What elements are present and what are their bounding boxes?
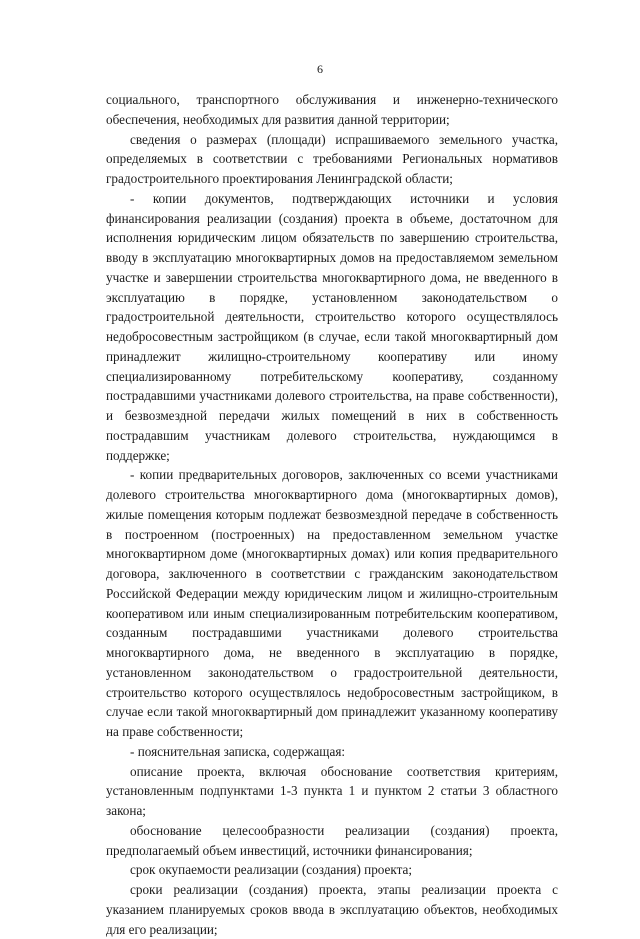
paragraph-project-description: описание проекта, включая обоснование соответствия критериям, установленным подпунктами 1-3 пункта 1 и пунктом 2 статьи 3 областного закона;: [106, 763, 558, 818]
paragraph-land-area: сведения о размерах (площади) испрашиваемого земельного участка, определяемых в соответствии с требованиями Региональных нормативов градостроительного проектирования Ленинградской области;: [106, 131, 558, 186]
paragraph-payback-period: срок окупаемости реализации (создания) проекта;: [130, 862, 413, 878]
paragraph-financing-documents: - копии документов, подтверждающих источники и условия финансирования реализации (создания) проекта в объеме, достаточном для исполнения юридическим лицом обязательств по завершению строительства, вводу в эксплуатацию многоквартирных домов на предоставляемом земельном участке и завершении строительства многоквартирного дома, не введенного в эксплуатацию в порядке, установленном законодательством о градостроительной деятельности, строительство которого осуществлялось недобросовестным застройщиком (в случае, если такой многоквартирный дом принадлежит жилищно-строительному кооперативу или иному специализированному потребительскому кооперативу, созданному пострадавшими участниками долевого строительства, на праве собственности), и безвозмездной передачи жилых помещений в них в собственность пострадавшим участникам долевого строительства, нуждающимся в поддержке;: [106, 190, 558, 463]
document-body: [106, 90, 558, 939]
paragraph-feasibility: обоснование целесообразности реализации (создания) проекта, предполагаемый объем инвестиций, источники финансирования;: [106, 822, 558, 858]
paragraph-preliminary-contracts: - копии предварительных договоров, заключенных со всеми участниками долевого строительства многоквартирного дома (многоквартирных домов), жилые помещения которым подлежат безвозмездной передаче в собственность в построенном (построенных) на предоставленном земельном участке многоквартирном доме (многоквартирных домах) или копия предварительного договора, заключенного в соответствии с гражданским законодательством Российской Федерации между юридическим лицом и жилищно-строительным кооперативом или иным специализированным потребительским кооперативом, созданным пострадавшими участниками долевого строительства многоквартирного дома, не введенного в эксплуатацию в порядке, установленном законодательством о градостроительной деятельности, строительство которого осуществлялось недобросовестным застройщиком, в случае если такой многоквартирный дом принадлежит указанному кооперативу на праве собственности;: [106, 467, 558, 739]
paragraph-implementation-timeline: сроки реализации (создания) проекта, этапы реализации проекта с указанием планируемых сроков ввода в эксплуатацию объектов, необходимых для его реализации;: [106, 882, 558, 937]
page-number: 6: [317, 62, 323, 76]
paragraph-explanatory-note: - пояснительная записка, содержащая:: [130, 743, 346, 759]
paragraph-continuation: социального, транспортного обслуживания и инженерно-технического обеспечения, необходимых для развития данной территории;: [106, 92, 558, 127]
